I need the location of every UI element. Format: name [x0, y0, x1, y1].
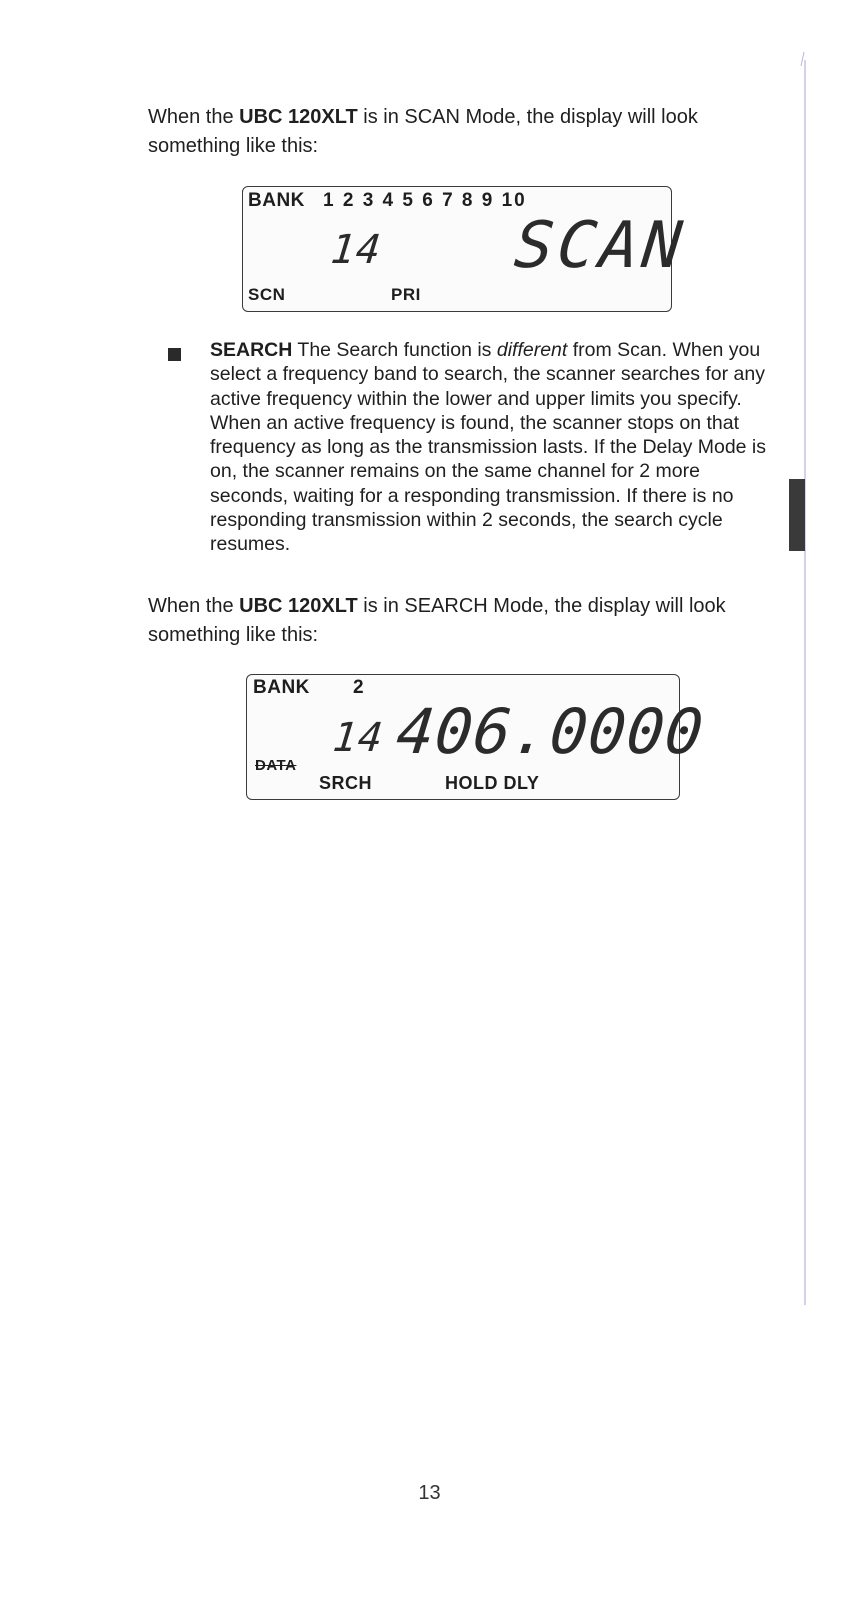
data-indicator: DATA: [255, 757, 297, 774]
page-number: 13: [418, 1482, 441, 1504]
page-edge-mark: [801, 52, 811, 66]
scan-mode-text: SCAN: [511, 209, 690, 283]
srch-indicator: SRCH: [319, 773, 373, 793]
thumb-index-tab: [789, 479, 805, 551]
scan-mode-intro: When the UBC 120XLT is in SCAN Mode, the display will look something like this:: [148, 106, 698, 157]
channel-number: 14: [330, 715, 386, 761]
scan-lcd-display: [242, 186, 690, 312]
search-mode-intro: When the UBC 120XLT is in SEARCH Mode, the display will look something like this:: [148, 595, 726, 646]
frequency-readout: 406.0000: [393, 695, 708, 768]
bank-label: BANK: [253, 677, 310, 698]
search-lcd-display: [246, 674, 708, 800]
bank-number: 2: [353, 677, 365, 698]
square-bullet-icon: [168, 348, 181, 361]
model-name: UBC 120XLT: [239, 106, 358, 128]
bank-numbers: 1 2 3 4 5 6 7 8 9 10: [323, 190, 527, 211]
bank-label: BANK: [248, 190, 305, 211]
model-name: UBC 120XLT: [239, 595, 358, 617]
hold-dly-indicator: HOLD DLY: [445, 773, 540, 793]
search-description: SEARCH The Search function is different from Scan. When you select a frequency band to search, the scanner searches for any active frequency within the lower and upper limits you specify. When an active frequency is found, the scanner stops on that frequency as long as the transmission lasts. If the Delay Mode is on, the scanner remains on the same channel for 2 more seconds, waiting for a responding transmission. If there is no responding transmission within 2 seconds, the search cycle resumes.: [210, 339, 767, 556]
page-edge-line: [804, 60, 806, 1305]
channel-number: 14: [328, 227, 384, 273]
pri-indicator: PRI: [391, 285, 421, 304]
scn-indicator: SCN: [248, 285, 286, 304]
